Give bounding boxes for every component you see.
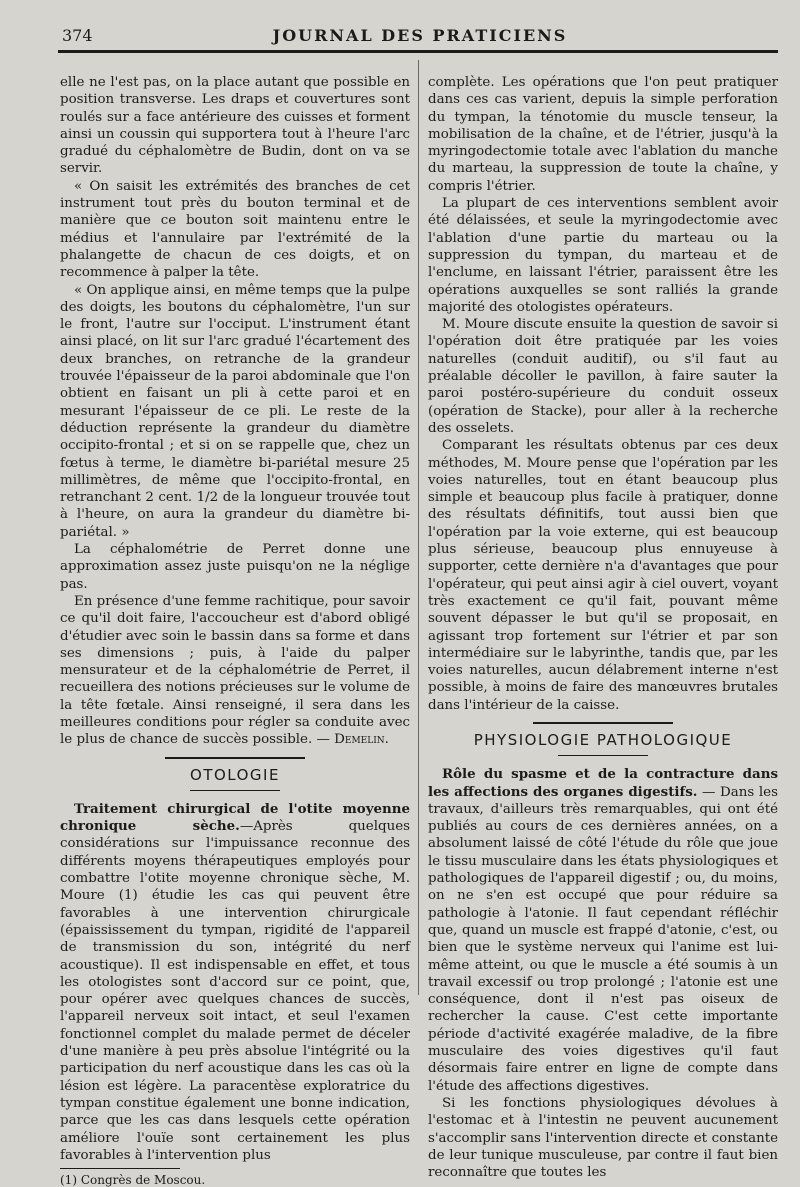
column-divider	[418, 60, 419, 995]
section-rule	[165, 757, 305, 759]
section-title-physiologie: PHYSIOLOGIE PATHOLOGIQUE	[473, 730, 733, 749]
paragraph: « On applique ainsi, en même temps que la pulpe des doigts, les boutons du céphalomètre, l'un sur le front, l'autre sur l'occiput. L'instrument étant ainsi placé, on lit sur l'arc gradué l'écartement des deux branches, on retranche de la grandeur trouvée l'épaisseur de la paroi abdominale que l'on obtient en faisant un pli à cette paroi et en mesurant l'épaisseur de ce pli. Le reste de la déduction représente la grandeur du diamètre occipito-frontal ; et si on se rappelle que, chez un fœtus à terme, le diamètre bi-pariétal mesure 25 millimètres, de même que l'occipito-frontal, en retranchant 2 cent. 1/2 de la longueur trouvée tout à l'heure, on aura la grandeur du diamètre bi-pariétal. »	[60, 282, 410, 540]
paragraph-text: En présence d'une femme rachitique, pour savoir ce qu'il doit faire, l'accoucheur est d'abord obligé d'étudier avec soin le bassin dans sa forme et dans ses dimensions ; puis, à l'aide du palper mensurateur et de la céphalométrie de Perret, il recueillera des notions précieuses sur le volume de la tête fœtale. Ainsi renseigné, il sera dans les meilleures conditions pour régler sa conduite avec le plus de chance de succès possible. —	[60, 593, 410, 748]
paragraph-text: — Dans les travaux, d'ailleurs très remarquables, qui ont été publiés au cours de ces dernières années, on a absolument laissé de côté l'étude du rôle que joue le tissu musculaire dans les états physiologiques et pathologiques de l'appareil digestif ; ou, du moins, on ne s'en est occupé que pour réduire sa pathologie à l'atonie. Il faut cependant réfléchir que, quand un muscle est frappé d'atonie, c'est, ou bien que le système nerveux qui l'anime est lui-même atteint, ou que le muscle a été soumis à un travail excessif ou trop prolongé ; l'atonie est une conséquence, dont il n'est pas oiseux de rechercher la cause. C'est cette importante période d'activité exagérée maladive, de la fibre musculaire des voies digestives qu'il faut désormais faire entrer en ligne de compte dans l'étude des affections digestives.	[428, 784, 778, 1094]
paragraph: La céphalométrie de Perret donne une approximation assez juste puisqu'on ne la néglige pas.	[60, 542, 410, 592]
paragraph	[60, 801, 410, 1164]
paragraph: Comparant les résultats obtenus par ces deux méthodes, M. Moure pense que l'opération par les voies naturelles, tout en étant beaucoup plus simple et beaucoup plus facile à pratiquer, donne des résultats définitifs, tout aussi bien que l'opération par la voie externe, qui est beaucoup plus sérieuse, beaucoup plus ennuyeuse à supporter, cette dernière n'a d'avantages que pour l'opérateur, qui peut ainsi agir à ciel ouvert, voyant très exactement ce qu'il fait, pouvant même souvent dépasser le but qu'il se proposait, en agissant trop fortement sur l'étrier et par son intermédiaire sur le labyrinthe, tandis que, par les voies naturelles, aucun délabrement interne n'est possible, à moins de faire des manœuvres brutales dans l'intérieur de la caisse.	[428, 438, 778, 713]
paragraph	[428, 766, 778, 1095]
left-column	[60, 74, 410, 1187]
right-column	[428, 74, 778, 1181]
paragraph: « On saisit les extrémités des branches de cet instrument tout près du bouton terminal et de manière que ce bouton soit maintenu entre le médius et l'annulaire par l'extrémité de la phalangette de chacun de ces doigts, et on recommence à palper la tête.	[60, 178, 410, 281]
section-rule	[533, 722, 673, 724]
page-header	[62, 24, 778, 48]
footnote: (1) Congrès de Moscou.	[60, 1173, 206, 1187]
paragraph-text: —Après quelques considérations sur l'impuissance reconnue des différents moyens thérapeutiques employés pour combattre l'otite moyenne chronique sèche, M. Moure (1) étudie les cas qui peuvent être favorables à une intervention chirurgicale (épaississement du tympan, rigidité de l'appareil de transmission du son, intégrité du nerf acoustique). Il est indispensable en effet, et tous les otologistes sont d'accord sur ce point, que, pour opérer avec quelques chances de succès, l'appareil nerveux soit intact, et seul l'examen fonctionnel complet du malade permet de déceler d'une manière à peu près absolue l'intégrité ou la participation du nerf acoustique dans les cas où la lésion est légère. La paracentèse exploratrice du tympan constitue également une bonne indication, parce que les cas dans lesquels cette opération améliore l'ouïe sont certainement les plus favorables à l'intervention plus	[60, 819, 410, 1163]
paragraph: elle ne l'est pas, on la place autant que possible en position transverse. Les draps et couvertures sont roulés sur a face antérieure des cuisses et forment ainsi un coussin qui supportera tout à l'heure l'arc gradué du céphalomètre de Budin, dont on va se servir.	[60, 75, 410, 177]
paragraph: La plupart de ces interventions semblent avoir été délaissées, et seule la myringodectomie avec l'ablation d'une partie du marteau ou la suppression du tympan, du marteau et de l'enclume, en laissant l'étrier, paraissent être les opérations auxquelles se sont ralliés la grande majorité des otologistes opérateurs.	[428, 196, 778, 315]
paragraph: M. Moure discute ensuite la question de savoir si l'opération doit être pratiquée par les voies naturelles (conduit auditif), ou s'il faut au préalable décoller le pavillon, à faire sauter la paroi postéro-supérieure du conduit osseux (opération de Stacke), pour aller à la recherche des osselets.	[428, 317, 778, 436]
paragraph	[60, 593, 410, 749]
author-signature: Demelin.	[334, 732, 389, 748]
footnote-rule	[60, 1168, 180, 1169]
paragraph: complète. Les opérations que l'on peut pratiquer dans ces cas varient, depuis la simple perforation du tympan, la ténotomie du muscle tenseur, la mobilisation de la chaîne, et de l'étrier, jusqu'à la myringodectomie totale avec l'ablation du manche du marteau, la suppression de toute la chaîne, y compris l'étrier.	[428, 75, 778, 194]
header-rule	[58, 50, 778, 53]
section-rule	[190, 790, 280, 791]
article-title: Traitement chirurgical de l'otite moyenne chronique sèche.	[60, 800, 410, 835]
paragraph: Si les fonctions physiologiques dévolues à l'estomac et à l'intestin ne peuvent aucunement s'accomplir sans l'intervention directe et constante de leur tunique musculeuse, par contre il faut bien reconnaître que toutes les	[428, 1095, 778, 1181]
article-title: Rôle du spasme et de la contracture dans les affections des organes digestifs.	[428, 766, 778, 800]
page-number: 374	[62, 26, 93, 45]
section-rule	[558, 755, 648, 756]
journal-title: JOURNAL DES PRATICIENS	[272, 26, 568, 45]
section-title-otologie: OTOLOGIE	[190, 765, 280, 784]
